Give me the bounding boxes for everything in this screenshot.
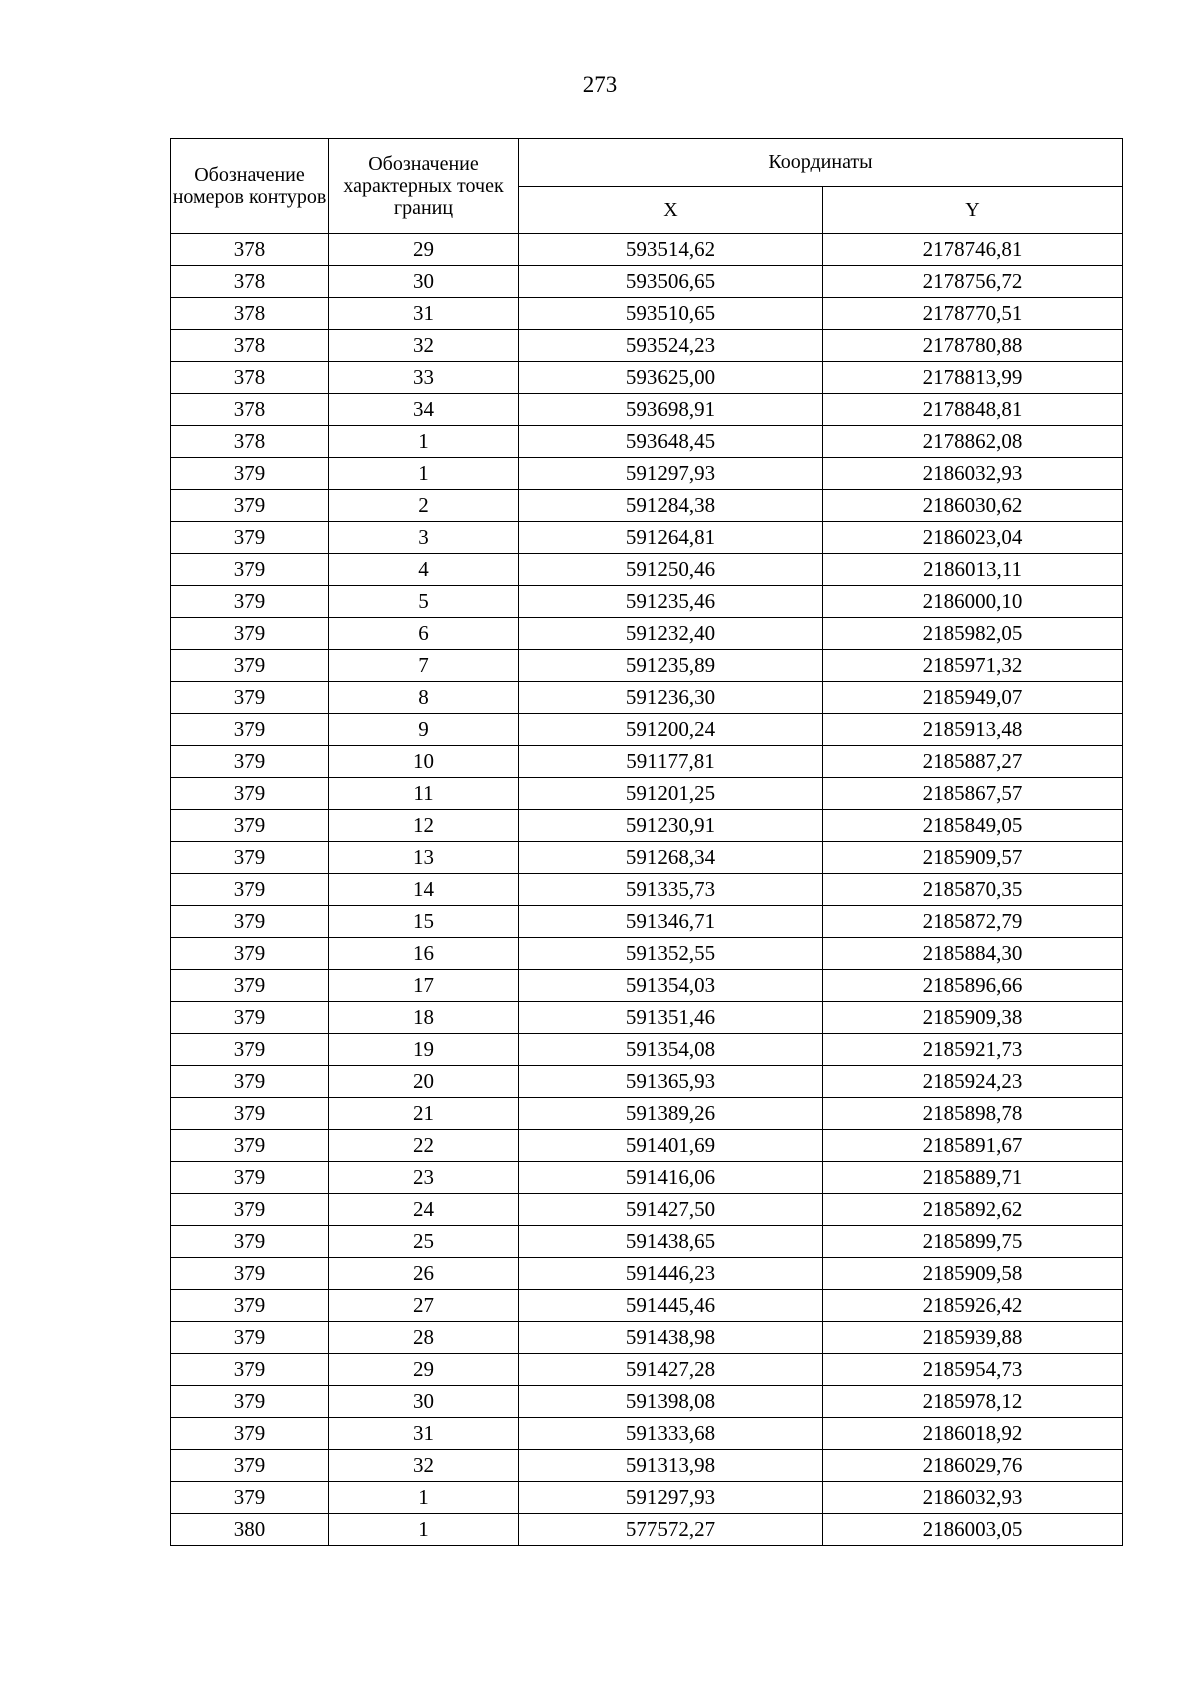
cell-point: 17 [329, 970, 519, 1002]
table-row [171, 906, 1123, 938]
cell-x: 591446,23 [519, 1258, 823, 1290]
cell-x: 591354,08 [519, 1034, 823, 1066]
table-row [171, 426, 1123, 458]
page-number: 273 [582, 72, 618, 97]
cell-contour: 379 [171, 1450, 329, 1482]
cell-x: 591235,89 [519, 650, 823, 682]
table-row [171, 970, 1123, 1002]
header-boundary-point: Обозначение характерных точек границ [329, 139, 519, 234]
cell-y: 2186018,92 [823, 1418, 1123, 1450]
table-row [171, 522, 1123, 554]
table-row [171, 1290, 1123, 1322]
cell-point: 27 [329, 1290, 519, 1322]
cell-point: 22 [329, 1130, 519, 1162]
cell-y: 2185924,23 [823, 1066, 1123, 1098]
table-row [171, 1322, 1123, 1354]
header-coordinates: Координаты [519, 139, 1123, 187]
cell-y: 2185892,62 [823, 1194, 1123, 1226]
cell-y: 2185954,73 [823, 1354, 1123, 1386]
cell-point: 10 [329, 746, 519, 778]
cell-point: 31 [329, 1418, 519, 1450]
cell-contour: 379 [171, 970, 329, 1002]
cell-contour: 379 [171, 1066, 329, 1098]
cell-point: 29 [329, 234, 519, 266]
table-row [171, 1194, 1123, 1226]
cell-contour: 378 [171, 426, 329, 458]
cell-contour: 378 [171, 298, 329, 330]
cell-x: 591438,65 [519, 1226, 823, 1258]
cell-y: 2185870,35 [823, 874, 1123, 906]
cell-x: 591201,25 [519, 778, 823, 810]
cell-point: 19 [329, 1034, 519, 1066]
cell-x: 593524,23 [519, 330, 823, 362]
header-x: X [519, 186, 823, 234]
cell-contour: 379 [171, 778, 329, 810]
table-row [171, 714, 1123, 746]
cell-y: 2185926,42 [823, 1290, 1123, 1322]
table-row [171, 1482, 1123, 1514]
table-row [171, 1418, 1123, 1450]
cell-x: 591230,91 [519, 810, 823, 842]
cell-x: 593698,91 [519, 394, 823, 426]
cell-point: 15 [329, 906, 519, 938]
table-row [171, 362, 1123, 394]
cell-y: 2185867,57 [823, 778, 1123, 810]
cell-contour: 379 [171, 1482, 329, 1514]
cell-contour: 379 [171, 1034, 329, 1066]
table-row [171, 810, 1123, 842]
cell-x: 591346,71 [519, 906, 823, 938]
table-row [171, 1226, 1123, 1258]
cell-y: 2185909,38 [823, 1002, 1123, 1034]
cell-x: 593506,65 [519, 266, 823, 298]
cell-y: 2186029,76 [823, 1450, 1123, 1482]
cell-point: 5 [329, 586, 519, 618]
table-row [171, 938, 1123, 970]
cell-y: 2185909,57 [823, 842, 1123, 874]
cell-x: 591235,46 [519, 586, 823, 618]
cell-y: 2186003,05 [823, 1514, 1123, 1546]
cell-y: 2178780,88 [823, 330, 1123, 362]
cell-x: 591416,06 [519, 1162, 823, 1194]
table-row [171, 298, 1123, 330]
cell-point: 9 [329, 714, 519, 746]
cell-contour: 379 [171, 458, 329, 490]
cell-point: 18 [329, 1002, 519, 1034]
cell-contour: 379 [171, 746, 329, 778]
cell-x: 591200,24 [519, 714, 823, 746]
cell-y: 2178813,99 [823, 362, 1123, 394]
cell-x: 591352,55 [519, 938, 823, 970]
cell-point: 30 [329, 1386, 519, 1418]
cell-point: 14 [329, 874, 519, 906]
cell-y: 2185898,78 [823, 1098, 1123, 1130]
cell-x: 591427,50 [519, 1194, 823, 1226]
header-y: Y [823, 186, 1123, 234]
cell-point: 30 [329, 266, 519, 298]
cell-y: 2178746,81 [823, 234, 1123, 266]
cell-y: 2185971,32 [823, 650, 1123, 682]
cell-contour: 379 [171, 874, 329, 906]
cell-contour: 378 [171, 330, 329, 362]
cell-point: 4 [329, 554, 519, 586]
cell-point: 12 [329, 810, 519, 842]
table-row [171, 1354, 1123, 1386]
cell-contour: 379 [171, 1354, 329, 1386]
cell-y: 2186023,04 [823, 522, 1123, 554]
table-row [171, 778, 1123, 810]
cell-contour: 379 [171, 938, 329, 970]
cell-x: 593648,45 [519, 426, 823, 458]
cell-x: 591398,08 [519, 1386, 823, 1418]
cell-x: 593510,65 [519, 298, 823, 330]
cell-contour: 379 [171, 1418, 329, 1450]
cell-point: 29 [329, 1354, 519, 1386]
cell-point: 23 [329, 1162, 519, 1194]
cell-point: 13 [329, 842, 519, 874]
cell-x: 591284,38 [519, 490, 823, 522]
cell-y: 2185896,66 [823, 970, 1123, 1002]
cell-contour: 379 [171, 1098, 329, 1130]
cell-y: 2185909,58 [823, 1258, 1123, 1290]
table-body [171, 234, 1123, 1546]
cell-point: 20 [329, 1066, 519, 1098]
cell-point: 6 [329, 618, 519, 650]
cell-x: 591264,81 [519, 522, 823, 554]
cell-y: 2185913,48 [823, 714, 1123, 746]
cell-point: 26 [329, 1258, 519, 1290]
cell-x: 591427,28 [519, 1354, 823, 1386]
cell-y: 2185949,07 [823, 682, 1123, 714]
cell-x: 591351,46 [519, 1002, 823, 1034]
cell-contour: 379 [171, 906, 329, 938]
cell-point: 33 [329, 362, 519, 394]
cell-y: 2185978,12 [823, 1386, 1123, 1418]
table-row [171, 1514, 1123, 1546]
cell-y: 2178756,72 [823, 266, 1123, 298]
cell-point: 32 [329, 330, 519, 362]
cell-y: 2185872,79 [823, 906, 1123, 938]
cell-contour: 378 [171, 362, 329, 394]
cell-y: 2178770,51 [823, 298, 1123, 330]
table-row [171, 1162, 1123, 1194]
table-row [171, 842, 1123, 874]
cell-x: 591250,46 [519, 554, 823, 586]
table-row [171, 618, 1123, 650]
cell-y: 2185849,05 [823, 810, 1123, 842]
table-row [171, 682, 1123, 714]
cell-contour: 379 [171, 810, 329, 842]
cell-x: 591365,93 [519, 1066, 823, 1098]
cell-x: 593625,00 [519, 362, 823, 394]
cell-point: 1 [329, 1514, 519, 1546]
cell-x: 591236,30 [519, 682, 823, 714]
header-contour-number: Обозначение номеров контуров [171, 139, 329, 234]
cell-contour: 379 [171, 522, 329, 554]
cell-y: 2178848,81 [823, 394, 1123, 426]
table-row [171, 746, 1123, 778]
cell-x: 591297,93 [519, 1482, 823, 1514]
cell-y: 2185939,88 [823, 1322, 1123, 1354]
cell-x: 591335,73 [519, 874, 823, 906]
cell-y: 2185899,75 [823, 1226, 1123, 1258]
cell-contour: 379 [171, 650, 329, 682]
cell-y: 2186030,62 [823, 490, 1123, 522]
cell-point: 21 [329, 1098, 519, 1130]
cell-y: 2185887,27 [823, 746, 1123, 778]
cell-contour: 378 [171, 394, 329, 426]
cell-point: 11 [329, 778, 519, 810]
cell-point: 1 [329, 426, 519, 458]
cell-contour: 379 [171, 1226, 329, 1258]
cell-x: 591313,98 [519, 1450, 823, 1482]
cell-contour: 379 [171, 554, 329, 586]
cell-point: 3 [329, 522, 519, 554]
table-row [171, 1098, 1123, 1130]
table-row [171, 1034, 1123, 1066]
table-row [171, 1130, 1123, 1162]
table-row [171, 394, 1123, 426]
table-row [171, 586, 1123, 618]
cell-x: 591177,81 [519, 746, 823, 778]
cell-x: 591232,40 [519, 618, 823, 650]
table-row [171, 234, 1123, 266]
cell-y: 2186013,11 [823, 554, 1123, 586]
cell-point: 25 [329, 1226, 519, 1258]
coordinates-table [170, 138, 1123, 1546]
cell-point: 8 [329, 682, 519, 714]
cell-x: 591389,26 [519, 1098, 823, 1130]
cell-y: 2185891,67 [823, 1130, 1123, 1162]
cell-x: 591438,98 [519, 1322, 823, 1354]
cell-contour: 379 [171, 842, 329, 874]
cell-contour: 379 [171, 586, 329, 618]
cell-contour: 379 [171, 1130, 329, 1162]
table-row [171, 490, 1123, 522]
table-row [171, 1386, 1123, 1418]
cell-contour: 379 [171, 1162, 329, 1194]
cell-point: 32 [329, 1450, 519, 1482]
cell-y: 2185921,73 [823, 1034, 1123, 1066]
cell-x: 591354,03 [519, 970, 823, 1002]
cell-point: 16 [329, 938, 519, 970]
cell-point: 24 [329, 1194, 519, 1226]
table-row [171, 266, 1123, 298]
cell-contour: 379 [171, 682, 329, 714]
cell-y: 2185982,05 [823, 618, 1123, 650]
table-row [171, 1066, 1123, 1098]
cell-contour: 380 [171, 1514, 329, 1546]
table-row [171, 650, 1123, 682]
cell-y: 2178862,08 [823, 426, 1123, 458]
cell-x: 591268,34 [519, 842, 823, 874]
cell-y: 2186000,10 [823, 586, 1123, 618]
table-row [171, 330, 1123, 362]
cell-contour: 379 [171, 1194, 329, 1226]
cell-y: 2185889,71 [823, 1162, 1123, 1194]
cell-contour: 379 [171, 714, 329, 746]
cell-contour: 379 [171, 618, 329, 650]
cell-x: 577572,27 [519, 1514, 823, 1546]
table-row [171, 1258, 1123, 1290]
cell-point: 28 [329, 1322, 519, 1354]
cell-contour: 379 [171, 1386, 329, 1418]
cell-x: 591445,46 [519, 1290, 823, 1322]
table-row [171, 1450, 1123, 1482]
cell-contour: 378 [171, 266, 329, 298]
cell-point: 34 [329, 394, 519, 426]
cell-y: 2186032,93 [823, 458, 1123, 490]
cell-point: 31 [329, 298, 519, 330]
cell-y: 2186032,93 [823, 1482, 1123, 1514]
cell-contour: 379 [171, 1258, 329, 1290]
cell-contour: 379 [171, 1290, 329, 1322]
cell-point: 1 [329, 1482, 519, 1514]
cell-contour: 378 [171, 234, 329, 266]
cell-point: 7 [329, 650, 519, 682]
cell-point: 1 [329, 458, 519, 490]
cell-contour: 379 [171, 1322, 329, 1354]
cell-y: 2185884,30 [823, 938, 1123, 970]
cell-contour: 379 [171, 490, 329, 522]
cell-x: 591297,93 [519, 458, 823, 490]
cell-x: 591333,68 [519, 1418, 823, 1450]
table-row [171, 554, 1123, 586]
table-row [171, 458, 1123, 490]
cell-x: 591401,69 [519, 1130, 823, 1162]
table-row [171, 874, 1123, 906]
cell-point: 2 [329, 490, 519, 522]
table-row [171, 1002, 1123, 1034]
cell-contour: 379 [171, 1002, 329, 1034]
cell-x: 593514,62 [519, 234, 823, 266]
